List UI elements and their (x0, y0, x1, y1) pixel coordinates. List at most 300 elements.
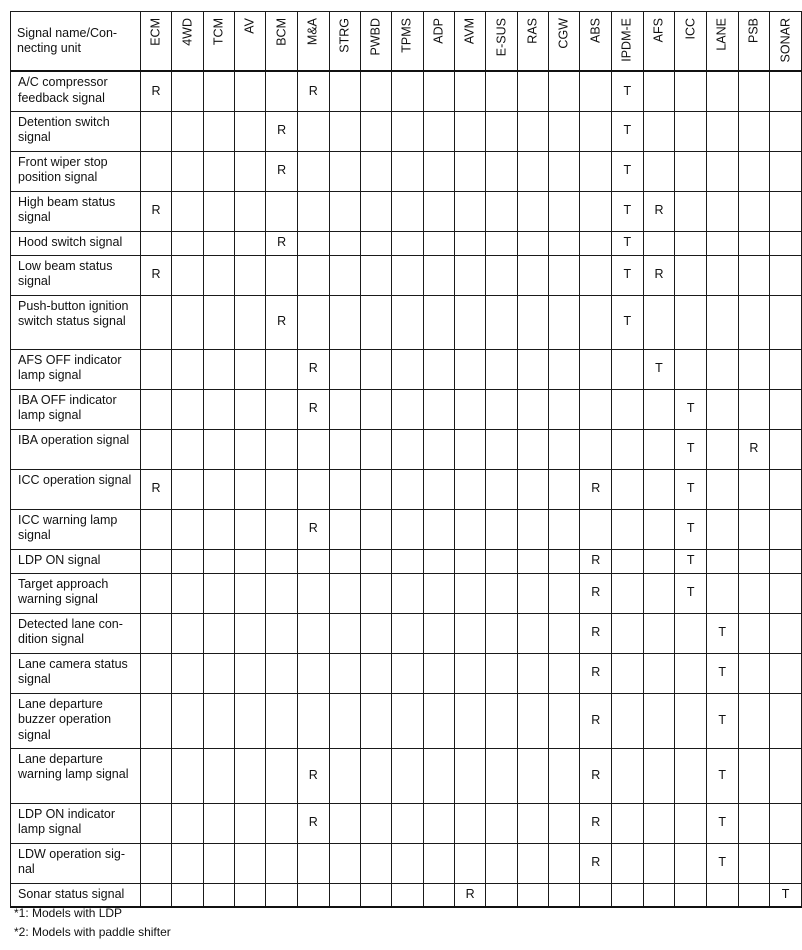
signal-mark-cell (549, 803, 580, 843)
signal-mark-cell (612, 549, 644, 573)
signal-mark-cell (549, 429, 580, 469)
signal-mark-cell (486, 693, 517, 748)
signal-mark-cell (675, 883, 707, 907)
signal-mark-cell (203, 71, 234, 111)
signal-mark-cell (738, 231, 770, 255)
signal-mark-cell (172, 295, 203, 349)
signal-mark-cell (360, 295, 391, 349)
signal-mark-cell: R (738, 429, 770, 469)
signal-mark-cell (770, 693, 802, 748)
signal-mark-cell (266, 549, 298, 573)
signal-mark-cell (392, 549, 423, 573)
signal-mark-cell (266, 255, 298, 295)
signal-mark-cell (297, 613, 329, 653)
signal-mark-cell (297, 653, 329, 693)
signal-mark-cell (486, 883, 517, 907)
signal-mark-cell (203, 748, 234, 803)
signal-mark-cell (329, 231, 360, 255)
signal-mark-cell (675, 231, 707, 255)
signal-mark-cell (392, 748, 423, 803)
signal-mark-cell (423, 429, 454, 469)
signal-mark-cell (517, 389, 548, 429)
signal-mark-cell (203, 613, 234, 653)
signal-mark-cell (172, 469, 203, 509)
signal-mark-cell (172, 151, 203, 191)
signal-mark-cell (517, 693, 548, 748)
signal-mark-cell (675, 191, 707, 231)
signal-mark-cell (329, 883, 360, 907)
signal-mark-cell: R (297, 349, 329, 389)
signal-mark-cell (454, 693, 486, 748)
signal-name-cell: LDP ON indicator lamp signal (11, 803, 141, 843)
signal-mark-cell (234, 613, 265, 653)
signal-mark-cell (329, 295, 360, 349)
signal-mark-cell (329, 653, 360, 693)
signal-mark-cell: R (297, 803, 329, 843)
column-header-4wd (172, 12, 203, 72)
signal-mark-cell (392, 573, 423, 613)
signal-mark-cell (738, 613, 770, 653)
signal-mark-cell (738, 255, 770, 295)
column-header-tpms (392, 12, 423, 72)
signal-mark-cell (329, 693, 360, 748)
signal-mark-cell (423, 653, 454, 693)
signal-mark-cell (172, 843, 203, 883)
signal-name-cell: A/C compressor feedback signal (11, 71, 141, 111)
signal-mark-cell: R (297, 509, 329, 549)
column-header-label: 4WD (179, 18, 194, 46)
signal-mark-cell (297, 255, 329, 295)
column-header-label: IPDM-E (619, 18, 634, 62)
column-header-label: PWBD (368, 18, 383, 56)
signal-name-cell: IBA operation signal (11, 429, 141, 469)
signal-mark-cell (549, 295, 580, 349)
signal-mark-cell (517, 71, 548, 111)
signal-mark-cell (486, 231, 517, 255)
signal-mark-cell (706, 883, 738, 907)
signal-mark-cell (423, 803, 454, 843)
signal-mark-cell (423, 549, 454, 573)
signal-mark-cell (423, 843, 454, 883)
signal-mark-cell (580, 389, 612, 429)
signal-mark-cell (706, 549, 738, 573)
signal-mark-cell (675, 843, 707, 883)
signal-mark-cell (549, 151, 580, 191)
signal-mark-cell (706, 295, 738, 349)
signal-mark-cell (140, 429, 172, 469)
signal-mark-cell (770, 429, 802, 469)
signal-mark-cell (172, 191, 203, 231)
signal-mark-cell (643, 803, 675, 843)
signal-mark-cell (392, 429, 423, 469)
column-header-sonar (770, 12, 802, 72)
signal-mark-cell (172, 429, 203, 469)
signal-mark-cell (203, 111, 234, 151)
signal-mark-cell (770, 469, 802, 509)
column-header-label: LANE (714, 18, 729, 51)
signal-mark-cell (297, 883, 329, 907)
table-row (11, 151, 802, 191)
signal-mark-cell: T (612, 191, 644, 231)
signal-mark-cell (486, 803, 517, 843)
signal-mark-cell (770, 613, 802, 653)
signal-mark-cell (423, 191, 454, 231)
signal-mark-cell (454, 469, 486, 509)
signal-mark-cell (297, 549, 329, 573)
signal-mark-cell (675, 295, 707, 349)
signal-mark-cell (234, 349, 265, 389)
signal-mark-cell (706, 429, 738, 469)
column-header-label: M&A (305, 18, 320, 46)
signal-name-cell: IBA OFF indicator lamp signal (11, 389, 141, 429)
signal-mark-cell (517, 231, 548, 255)
signal-mark-cell (675, 151, 707, 191)
column-header-ipdm-e (612, 12, 644, 72)
signal-name-cell: Detected lane condition signal (11, 613, 141, 653)
signal-mark-cell: R (643, 191, 675, 231)
signal-mark-cell (738, 191, 770, 231)
signal-mark-cell (140, 151, 172, 191)
signal-mark-cell: R (140, 71, 172, 111)
signal-mark-cell (360, 803, 391, 843)
signal-mark-cell (392, 111, 423, 151)
signal-mark-cell (297, 469, 329, 509)
signal-mark-cell (675, 255, 707, 295)
signal-mark-cell (172, 693, 203, 748)
signal-mark-cell (454, 613, 486, 653)
signal-mark-cell (392, 653, 423, 693)
signal-mark-cell (329, 843, 360, 883)
column-header-ecm (140, 12, 172, 72)
signal-mark-cell (329, 151, 360, 191)
signal-mark-cell (266, 429, 298, 469)
signal-mark-cell (706, 191, 738, 231)
signal-mark-cell (203, 549, 234, 573)
signal-mark-cell (486, 151, 517, 191)
signal-name-cell: LDW operation signal (11, 843, 141, 883)
signal-mark-cell (549, 349, 580, 389)
signal-mark-cell (392, 843, 423, 883)
signal-mark-cell (297, 151, 329, 191)
signal-mark-cell (203, 883, 234, 907)
signal-mark-cell (454, 803, 486, 843)
signal-mark-cell (549, 231, 580, 255)
signal-mark-cell: R (580, 613, 612, 653)
signal-mark-cell (549, 111, 580, 151)
signal-mark-cell: R (140, 191, 172, 231)
signal-mark-cell (392, 509, 423, 549)
signal-mark-cell: T (706, 653, 738, 693)
signal-mark-cell (360, 693, 391, 748)
column-header-label: TPMS (399, 18, 414, 53)
signal-mark-cell: T (706, 748, 738, 803)
signal-mark-cell (612, 653, 644, 693)
signal-mark-cell (517, 843, 548, 883)
signal-mark-cell (172, 231, 203, 255)
signal-mark-cell (612, 803, 644, 843)
signal-mark-cell (486, 748, 517, 803)
table-row (11, 843, 802, 883)
signal-mark-cell: R (580, 843, 612, 883)
table-row (11, 573, 802, 613)
table-body (11, 71, 802, 907)
signal-name-cell: Front wiper stop position signal (11, 151, 141, 191)
signal-mark-cell: R (580, 469, 612, 509)
signal-mark-cell (140, 573, 172, 613)
signal-mark-cell (454, 389, 486, 429)
signal-mark-cell (360, 349, 391, 389)
signal-mark-cell (675, 748, 707, 803)
signal-mark-cell (234, 295, 265, 349)
signal-mark-cell (549, 469, 580, 509)
signal-mark-cell (423, 255, 454, 295)
signal-mark-cell (172, 549, 203, 573)
signal-mark-cell (423, 349, 454, 389)
signal-mark-cell (360, 231, 391, 255)
signal-mark-cell (770, 803, 802, 843)
signal-mark-cell: R (266, 231, 298, 255)
signal-mark-cell: T (612, 111, 644, 151)
signal-mark-cell (203, 693, 234, 748)
signal-mark-cell (454, 255, 486, 295)
signal-mark-cell (266, 389, 298, 429)
signal-mark-cell (580, 231, 612, 255)
signal-mark-cell (738, 111, 770, 151)
signal-mark-cell (643, 843, 675, 883)
column-header-bcm (266, 12, 298, 72)
signal-mark-cell (738, 748, 770, 803)
signal-mark-cell (675, 693, 707, 748)
signal-mark-cell: R (580, 653, 612, 693)
signal-mark-cell (675, 349, 707, 389)
signal-mark-cell (266, 693, 298, 748)
table-row (11, 748, 802, 803)
signal-mark-cell (454, 843, 486, 883)
signal-mark-cell: T (675, 573, 707, 613)
column-header-label: E-SUS (493, 18, 508, 57)
signal-mark-cell: T (770, 883, 802, 907)
signal-mark-cell (140, 613, 172, 653)
signal-mark-cell (770, 843, 802, 883)
signal-mark-cell: T (706, 803, 738, 843)
signal-mark-cell (454, 231, 486, 255)
signal-mark-cell (266, 883, 298, 907)
signal-mark-cell (549, 748, 580, 803)
signal-mark-cell (203, 231, 234, 255)
signal-mark-cell (234, 693, 265, 748)
signal-mark-cell (360, 549, 391, 573)
signal-mark-cell (517, 883, 548, 907)
signal-mark-cell (203, 191, 234, 231)
signal-mark-cell (266, 748, 298, 803)
signal-mark-cell (454, 429, 486, 469)
signal-mark-cell (360, 613, 391, 653)
signal-mark-cell (643, 613, 675, 653)
signal-mark-cell: R (140, 255, 172, 295)
signal-mark-cell (612, 843, 644, 883)
signal-mark-cell (517, 255, 548, 295)
signal-mark-cell (454, 349, 486, 389)
signal-name-cell: Lane departure warning lamp signal (11, 748, 141, 803)
signal-mark-cell (423, 883, 454, 907)
signal-mark-cell (643, 883, 675, 907)
signal-mark-cell (266, 613, 298, 653)
signal-mark-cell (706, 255, 738, 295)
signal-mark-cell (297, 573, 329, 613)
signal-mark-cell (266, 509, 298, 549)
signal-mark-cell: R (580, 748, 612, 803)
column-header-label: BCM (273, 18, 288, 46)
signal-mark-cell (329, 803, 360, 843)
signal-mark-cell (234, 469, 265, 509)
signal-name-cell: AFS OFF indicator lamp signal (11, 349, 141, 389)
corner-header-label: Signal name/Connecting unit (11, 12, 141, 72)
signal-mark-cell (643, 231, 675, 255)
signal-mark-cell (612, 469, 644, 509)
signal-mark-cell (329, 111, 360, 151)
signal-mark-cell (234, 71, 265, 111)
signal-mark-cell (423, 231, 454, 255)
signal-mark-cell (454, 71, 486, 111)
signal-mark-cell (612, 429, 644, 469)
signal-mark-cell: R (266, 295, 298, 349)
signal-mark-cell (329, 429, 360, 469)
footnote: *1: Models with LDP (14, 906, 123, 920)
signal-mark-cell (392, 295, 423, 349)
signal-mark-cell (140, 843, 172, 883)
signal-mark-cell (549, 573, 580, 613)
signal-mark-cell (140, 231, 172, 255)
signal-mark-cell (423, 295, 454, 349)
footnotes (14, 904, 171, 942)
signal-mark-cell (140, 653, 172, 693)
signal-mark-cell (297, 111, 329, 151)
column-header-pwbd (360, 12, 391, 72)
signal-mark-cell (454, 653, 486, 693)
signal-mark-cell (486, 349, 517, 389)
column-header-label: TCM (211, 18, 226, 46)
signal-mark-cell (234, 803, 265, 843)
signal-mark-cell: T (612, 231, 644, 255)
signal-mark-cell (517, 509, 548, 549)
signal-mark-cell: R (297, 748, 329, 803)
column-header-psb (738, 12, 770, 72)
column-header-afs (643, 12, 675, 72)
signal-mark-cell (675, 803, 707, 843)
signal-mark-cell (423, 693, 454, 748)
signal-mark-cell (234, 843, 265, 883)
signal-mark-cell (234, 255, 265, 295)
signal-mark-cell (770, 573, 802, 613)
signal-mark-cell (297, 191, 329, 231)
signal-mark-cell (329, 549, 360, 573)
signal-mark-cell (454, 151, 486, 191)
column-header-label: ECM (148, 18, 163, 46)
signal-mark-cell (643, 151, 675, 191)
signal-mark-cell (706, 573, 738, 613)
signal-mark-cell: T (675, 549, 707, 573)
signal-mark-cell (454, 549, 486, 573)
signal-mark-cell: R (580, 693, 612, 748)
signal-mark-cell: R (266, 151, 298, 191)
column-header-abs (580, 12, 612, 72)
signal-mark-cell (172, 803, 203, 843)
signal-mark-cell (266, 71, 298, 111)
signal-mark-cell (203, 573, 234, 613)
signal-mark-cell (203, 843, 234, 883)
signal-mark-cell (297, 429, 329, 469)
table-row (11, 469, 802, 509)
signal-mark-cell (770, 295, 802, 349)
signal-mark-cell (392, 255, 423, 295)
column-header-label: PSB (746, 18, 761, 44)
signal-mark-cell (770, 191, 802, 231)
signal-mark-cell (234, 509, 265, 549)
signal-name-cell: Push-button ignition switch status signal (11, 295, 141, 349)
signal-mark-cell (454, 509, 486, 549)
signal-mark-cell (486, 613, 517, 653)
table-header (11, 12, 802, 72)
signal-mark-cell (203, 509, 234, 549)
signal-mark-cell: R (266, 111, 298, 151)
signal-mark-cell (203, 389, 234, 429)
signal-mark-cell (643, 653, 675, 693)
signal-name-cell: ICC operation signal (11, 469, 141, 509)
column-header-tcm (203, 12, 234, 72)
signal-name-cell: Hood switch signal (11, 231, 141, 255)
signal-mark-cell: R (297, 71, 329, 111)
signal-mark-cell (738, 803, 770, 843)
signal-mark-cell (770, 549, 802, 573)
signal-name-cell: Detention switch signal (11, 111, 141, 151)
signal-mark-cell (329, 748, 360, 803)
signal-mark-cell: R (580, 549, 612, 573)
table-row (11, 255, 802, 295)
signal-mark-cell (454, 191, 486, 231)
signal-mark-cell (360, 191, 391, 231)
signal-mark-cell (172, 111, 203, 151)
signal-mark-cell (140, 111, 172, 151)
signal-mark-cell (770, 509, 802, 549)
signal-mark-cell (360, 389, 391, 429)
signal-mark-cell (549, 549, 580, 573)
signal-mark-cell (770, 653, 802, 693)
signal-mark-cell: R (580, 573, 612, 613)
signal-mark-cell (738, 151, 770, 191)
signal-mark-cell (770, 349, 802, 389)
signal-mark-cell (360, 573, 391, 613)
signal-mark-cell (234, 883, 265, 907)
signal-mark-cell (517, 429, 548, 469)
signal-mark-cell (423, 469, 454, 509)
table-row (11, 295, 802, 349)
column-header-adp (423, 12, 454, 72)
signal-mark-cell (360, 653, 391, 693)
signal-mark-cell (770, 231, 802, 255)
signal-mark-cell (738, 295, 770, 349)
signal-mark-cell (612, 883, 644, 907)
signal-mark-cell (643, 295, 675, 349)
signal-mark-cell (643, 693, 675, 748)
signal-mark-cell (580, 111, 612, 151)
signal-mark-cell (234, 151, 265, 191)
signal-mark-cell (738, 469, 770, 509)
column-header-av (234, 12, 265, 72)
signal-mark-cell (454, 748, 486, 803)
signal-mark-cell (329, 255, 360, 295)
signal-mark-cell (706, 151, 738, 191)
signal-mark-cell (266, 349, 298, 389)
